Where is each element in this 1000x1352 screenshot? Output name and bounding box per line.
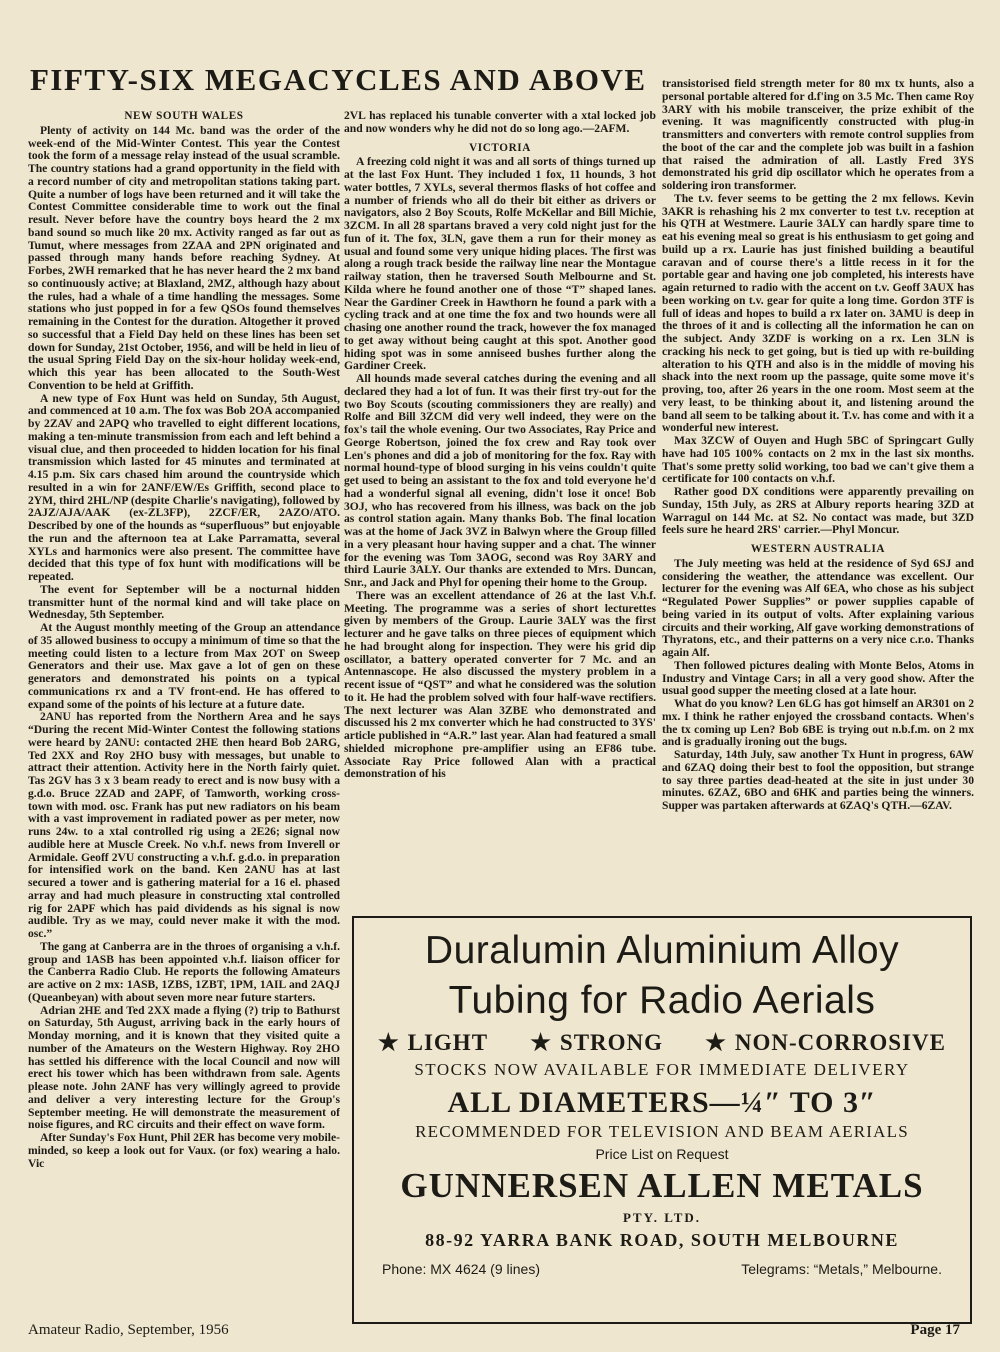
column-2 (344, 110, 656, 910)
ad-telegrams: Telegrams: “Metals,” Melbourne. (741, 1261, 942, 1277)
paragraph: Then followed pictures dealing with Monte Belos, Atoms in Industry and Vintage Cars; in all a very good show. After the usual good supper the meeting closed at a late hour. (662, 658, 974, 698)
paragraph: A freezing cold night it was and all sorts of things turned up at the last Fox Hunt. They included 1 fox, 11 hounds, 3 hot water bottles, 7 XYLs, several thermos flasks of hot coffee and a number of friends who all do their bit either as drivers or navigators, also 2 Boy Scouts, Rolfe McKellar and Bill Michie, 3ZCM. In all 28 spartans braved a very cold night just for the fun of it. The fox, 3LN, gave them a run for their money as usual and found some very unique hiding places. The first was along a rough track beside the railway line near the Montague railway station, then he traversed South Melbourne and St. Kilda where he found another one of those “T” shaped lanes. Near the Gardiner Creek in Hawthorn he found a park with a cycling track and at one time the fox and two hounds were all chasing one another round the track, however the fox managed to get away without being caught at this spot. Another good hiding spot was in some anniseed bushes further along the Gardiner Creek. (344, 155, 656, 373)
paragraph: The event for September will be a nocturnal hidden transmitter hunt of the normal kind and will take place on Wednesday, 5th September. (28, 582, 340, 622)
paragraph: After Sunday's Fox Hunt, Phil 2ER has become very mobile-minded, so keep a look out for Vaux. (or fox) wearing a halo. Vic (28, 1131, 340, 1170)
paragraph: 2ANU has reported from the Northern Area and he says “During the recent Mid-Winter Contest the following stations were heard by 2ANU: contacted 2HE then heard Bob 2ARG, Ted 2XX and Roy 2HO busy with messages, but unable to attract their attention. Activity here in the North fairly quiet. Tas 2GV has 3 x 3 beam ready to erect and is now busy with a g.d.o. Bruce 2ZAD and 2APF, of Tamworth, working cross-town with mod. osc. Frank has put new radiators on his beam with a vast improvement in radiated power as per meter, now runs 24w. to a xtal controlled rig using a 2E26; signal now audible here at Muscle Creek. No v.h.f. news from Inverell or Armidale. Geoff 2VU constructing a v.h.f. g.d.o. in preparation for intensified work on the band. Ken 2ANU has at last secured a tower and is gathering material for a 16 el. phased array and had much pleasure in constructing xtal controlled rig for 2APF which has paid dividends as his signal is now audible. Try as we may, could never make it with the mod. osc.” (28, 710, 340, 940)
ad-company-name: GUNNERSEN ALLEN METALS (400, 1166, 924, 1205)
paragraph: Rather good DX conditions were apparently prevailing on Sunday, 15th July, as 2RS at Albury reports hearing 3ZD at Warragul on 144 Mc. at S2. No contact was made, but 3ZD feels sure he heard 2RS' carrier.—Phyl Moncur. (662, 485, 974, 537)
paragraph: What do you know? Len 6LG has got himself an AR301 on 2 mx. I think he rather enjoyed the crossband contacts. When's the tx coming up Len? Bob 6BE is trying out n.b.f.m. on 2 mx and is gradually ironing out the bugs. (662, 697, 974, 749)
column-3 (662, 78, 974, 910)
ad-feature-strong: ★ STRONG (530, 1030, 664, 1055)
ad-price-list: Price List on Request (595, 1146, 729, 1162)
paragraph: Plenty of activity on 144 Mc. band was the order of the week-end of the Mid-Winter Contest. This year the Contest took the form of a message relay instead of the usual scramble. The country stations had a grand opportunity in the field with a record number of city and metropolitan stations taking part. Quite a number of logs have been returned and it will take the Contest Committee considerable time to work out the final result. Never before have the country boys heard the 2 mx band sound so much like 20 mx. Activity ranged as far out as Tumut, where messages from 2ZAA and 2PN originated and passed through many hands before reaching Sydney. At Forbes, 2WH remarked that he has never heard the 2 mx band so continuously active; at Blaxland, 2MZ, although hazy about the rules, had a whale of a time handling the messages. Some stations who just popped in for a few QSOs found themselves remaining in the Contest for the duration. Altogether it proved so successful that a Field Day held on these lines has been set down for Sunday, 21st October, 1956, and will be held in lieu of the usual Spring Field Day on the six-hour holiday week-end, which this year has been allocated to the South-West Convention to be held at Griffith. (28, 123, 340, 392)
star-icon: ★ (530, 1030, 552, 1055)
ad-headline-1: Duralumin Aluminium Alloy (424, 929, 900, 972)
paragraph: Adrian 2HE and Ted 2XX made a flying (?) trip to Bathurst on Saturday, 5th August, arriving back in the early hours of Monday morning, and it is known that they visited quite a number of the Amateurs on the Western Highway. Roy 2HO has settled his difference with the local Council and now will erect his tower which has been withdrawn from sale. Agents please note. John 2ANF has very willingly agreed to provide and deliver a very interesting lecture for the Group's September meeting. He will demonstrate the measurement of noise figures, and RC circuits and their effect on wave form. (28, 1003, 340, 1132)
article-title: FIFTY-SIX MEGACYCLES AND ABOVE (30, 62, 647, 97)
paragraph: At the August monthly meeting of the Group an attendance of 35 allowed business to occupy a minimum of time so that the meeting could listen to a lecture from Max 2OT on Sweep Generators and their use. Max gave a lot of gen on these generators and demonstrated his points on a typical communications rx and a TV front-end. He has offered to expand some of the points of his lecture at a future date. (28, 621, 340, 711)
star-icon: ★ (705, 1030, 727, 1055)
ad-contacts (382, 1261, 942, 1277)
paragraph: Max 3ZCW of Ouyen and Hugh 5BC of Springcart Gully have had 105 100% contacts on 2 mx in the last six months. That's some pretty solid working, too bad we can't give them a certificate for 100 contacts on v.h.f. (662, 434, 974, 486)
ad-address: 88-92 YARRA BANK ROAD, SOUTH MELBOURNE (425, 1230, 899, 1250)
paragraph: A new type of Fox Hunt was held on Sunday, 5th August, and commenced at 10 a.m. The fox was Bob 2OA accompanied by 2ZAV and 2APQ who travelled to eight different locations, making a ten-minute transmission from each and left behind a visual clue, and then proceeded to hidden location for his final transmission which lasted for 45 minutes and terminated at 4.15 p.m. Six cars chased him around the countryside which resulted in a win for 2ANF/EW/Es Griffith, second place to 2YM, third 2HL/NP (despite Charlie's navigating), followed by 2AJZ/AJA/AAK (ex-ZL3FP), 2ZCF/ER, 2AZO/ATO. Described by one of the hounds as “superfluous” but enjoyable the run and the afternoon tea at Lake Parramatta, several XYLs and harmonics were also present. The committee have decided that this type of fox hunt with modifications will be repeated. (28, 391, 340, 583)
ad-phone: Phone: MX 4624 (9 lines) (382, 1261, 540, 1277)
paragraph: 2VL has replaced his tunable converter with a xtal locked job and now wonders why he did not do so long ago.—2AFM. (344, 110, 656, 135)
ad-recommended-line: RECOMMENDED FOR TELEVISION AND BEAM AERIALS (415, 1122, 909, 1141)
paragraph: The July meeting was held at the residence of Syd 6SJ and considering the weather, the attendance was excellent. Our lecturer for the evening was Alf 6EA, who chose as his subject “Regulated Power Supplies” or power supplies capable of being varied in its output of volts. After explaining various circuits and their working, Alf gave working demonstrations of Thyratons, etc., and their patterns on a very nice c.r.o. Thanks again Alf. (662, 556, 974, 659)
ad-diameters-line: ALL DIAMETERS—¼″ TO 3″ (447, 1086, 877, 1119)
footer-publication: Amateur Radio, September, 1956 (28, 1322, 229, 1338)
section-heading: NEW SOUTH WALES (124, 110, 244, 122)
ad-feature-light: ★ LIGHT (378, 1030, 489, 1055)
column-1 (28, 110, 340, 1320)
paragraph: transistorised field strength meter for 80 mx tx hunts, also a personal portable altered for d.f'ing on 3.5 Mc. Then came Roy 3ARY with his mobile transceiver, the prize exhibit of the evening. It was magnificently constructed with plug-in transmitters and converters with remote control supplies from the boot of the car and the complete job was built in a fashion that raised the admiration of all. Lastly Fred 3YS demonstrated his grid dip oscillator which he operates from a soldering iron transformer. (662, 78, 974, 192)
ad-company-suffix: PTY. LTD. (622, 1210, 702, 1225)
star-icon: ★ (378, 1030, 400, 1055)
footer-page-number: Page 17 (910, 1322, 960, 1338)
section-heading: WESTERN AUSTRALIA (750, 543, 886, 555)
paragraph: The gang at Canberra are in the throes of organising a v.h.f. group and 1ASB has been appointed v.h.f. liaison officer for the Canberra Radio Club. He reports the following Amateurs are active on 2 mx: 1ASB, 1ZBS, 1ZBT, 1PM, 1AIL and 2AQJ (Queanbeyan) with about seven more near future starters. (28, 939, 340, 1004)
ad-headline-2: Tubing for Radio Aerials (448, 979, 876, 1022)
paragraph: All hounds made several catches during the evening and all declared they had a lot of fun. It was their first try-out for the two Boy Scouts (scouting commissioners they are really) and Rolfe and Bill 3ZCM did very well indeed, they were on the fox's tail the whole evening. Our two Associates, Ray Price and George Robertson, joined the fox crew and Ray took over Len's phones and did a job of monitoring for the fox. Ray with normal hound-type of blood surging in his veins couldn't quite get used to being an assistant to the fox and told everyone he'd had a wonderful signal all evening, didn't lose it once! Bob 3OJ, who has recovered from his illness, was back on the job as control station again. Many thanks Bob. The final location was at the home of Jack 3VZ in Balwyn where the Group filled in a very pleasant hour having supper and a chat. The winner for the evening was Tom 3AOG, second was Roy 3ARY and third Laurie 3ALY. Our thanks are extended to Mrs. Duncan, Snr., and Jack and Phyl for opening their home to the Group. (344, 372, 656, 589)
paragraph: Saturday, 14th July, saw another Tx Hunt in progress, 6AW and 6ZAQ doing their best to fool the opposition, but strange to say three parties dead-heated at the site in just under 30 minutes. 6ZAZ, 6BO and 6HK and parties being the winners. Supper was partaken afterwards at 6ZAQ's QTH.—6ZAV. (662, 748, 974, 812)
ad-stocks-line: STOCKS NOW AVAILABLE FOR IMMEDIATE DELIVERY (414, 1060, 910, 1079)
advertisement (352, 916, 972, 1324)
paragraph: There was an excellent attendance of 26 at the last V.h.f. Meeting. The programme was a series of short lecturettes given by members of the Group. Laurie 3ALY was the first lecturer and he gave talks on three pieces of equipment which he had brought along for inspection. They were his grid dip oscillator, a battery operated converter for 7 Mc. and an Antennascope. He also discussed the mystery problem in a recent issue of “QST” and what he considered was the solution to it. He had the problem solved with four half-wave rectifiers. The next lecturer was Alan 3ZBE who demonstrated and discussed his 2 mx converter which he had constructed to 3YS' article published in “A.R.” last year. Alan had featured a small shielded microphone pre-amplifier using an EF86 tube. Associate Ray Price followed Alan with a practical demonstration of his (344, 588, 656, 781)
ad-features (378, 1030, 946, 1056)
section-heading: VICTORIA (469, 141, 531, 154)
paragraph: The t.v. fever seems to be getting the 2 mx fellows. Kevin 3AKR is rehashing his 2 mx converter to test t.v. reception at his QTH at Westmere. Laurie 3ALY can hardly spare time to eat his evening meal so great is his enthusiasm to get going and build up a rx. Laurie has just finished building a beautiful caravan and of course there's a little recess in it for the portable gear and having one job completed, his interests have again returned to radio with the accent on t.v. Geoff 3AUX has been working on t.v. gear for quite a long time. Gordon 3TF is full of ideas and hopes to build a rx later on. 3AMU is deep in the throes of it and is collecting all the information he can on the subject. Andy 3ZDF is working on a rx. Len 3LN is cracking his neck to get going, but is tied up with re-building alteration to his QTH and also is in the middle of moving his shack into the next room up the passage, quite some move it's proving, too, after 26 years in the one room. Most seem at the very least, to be thinking about it, and listening around the band all seem to be talking about it. T.v. has come and with it a wonderful new interest. (662, 191, 974, 435)
ad-feature-non-corrosive: ★ NON-CORROSIVE (705, 1030, 946, 1055)
